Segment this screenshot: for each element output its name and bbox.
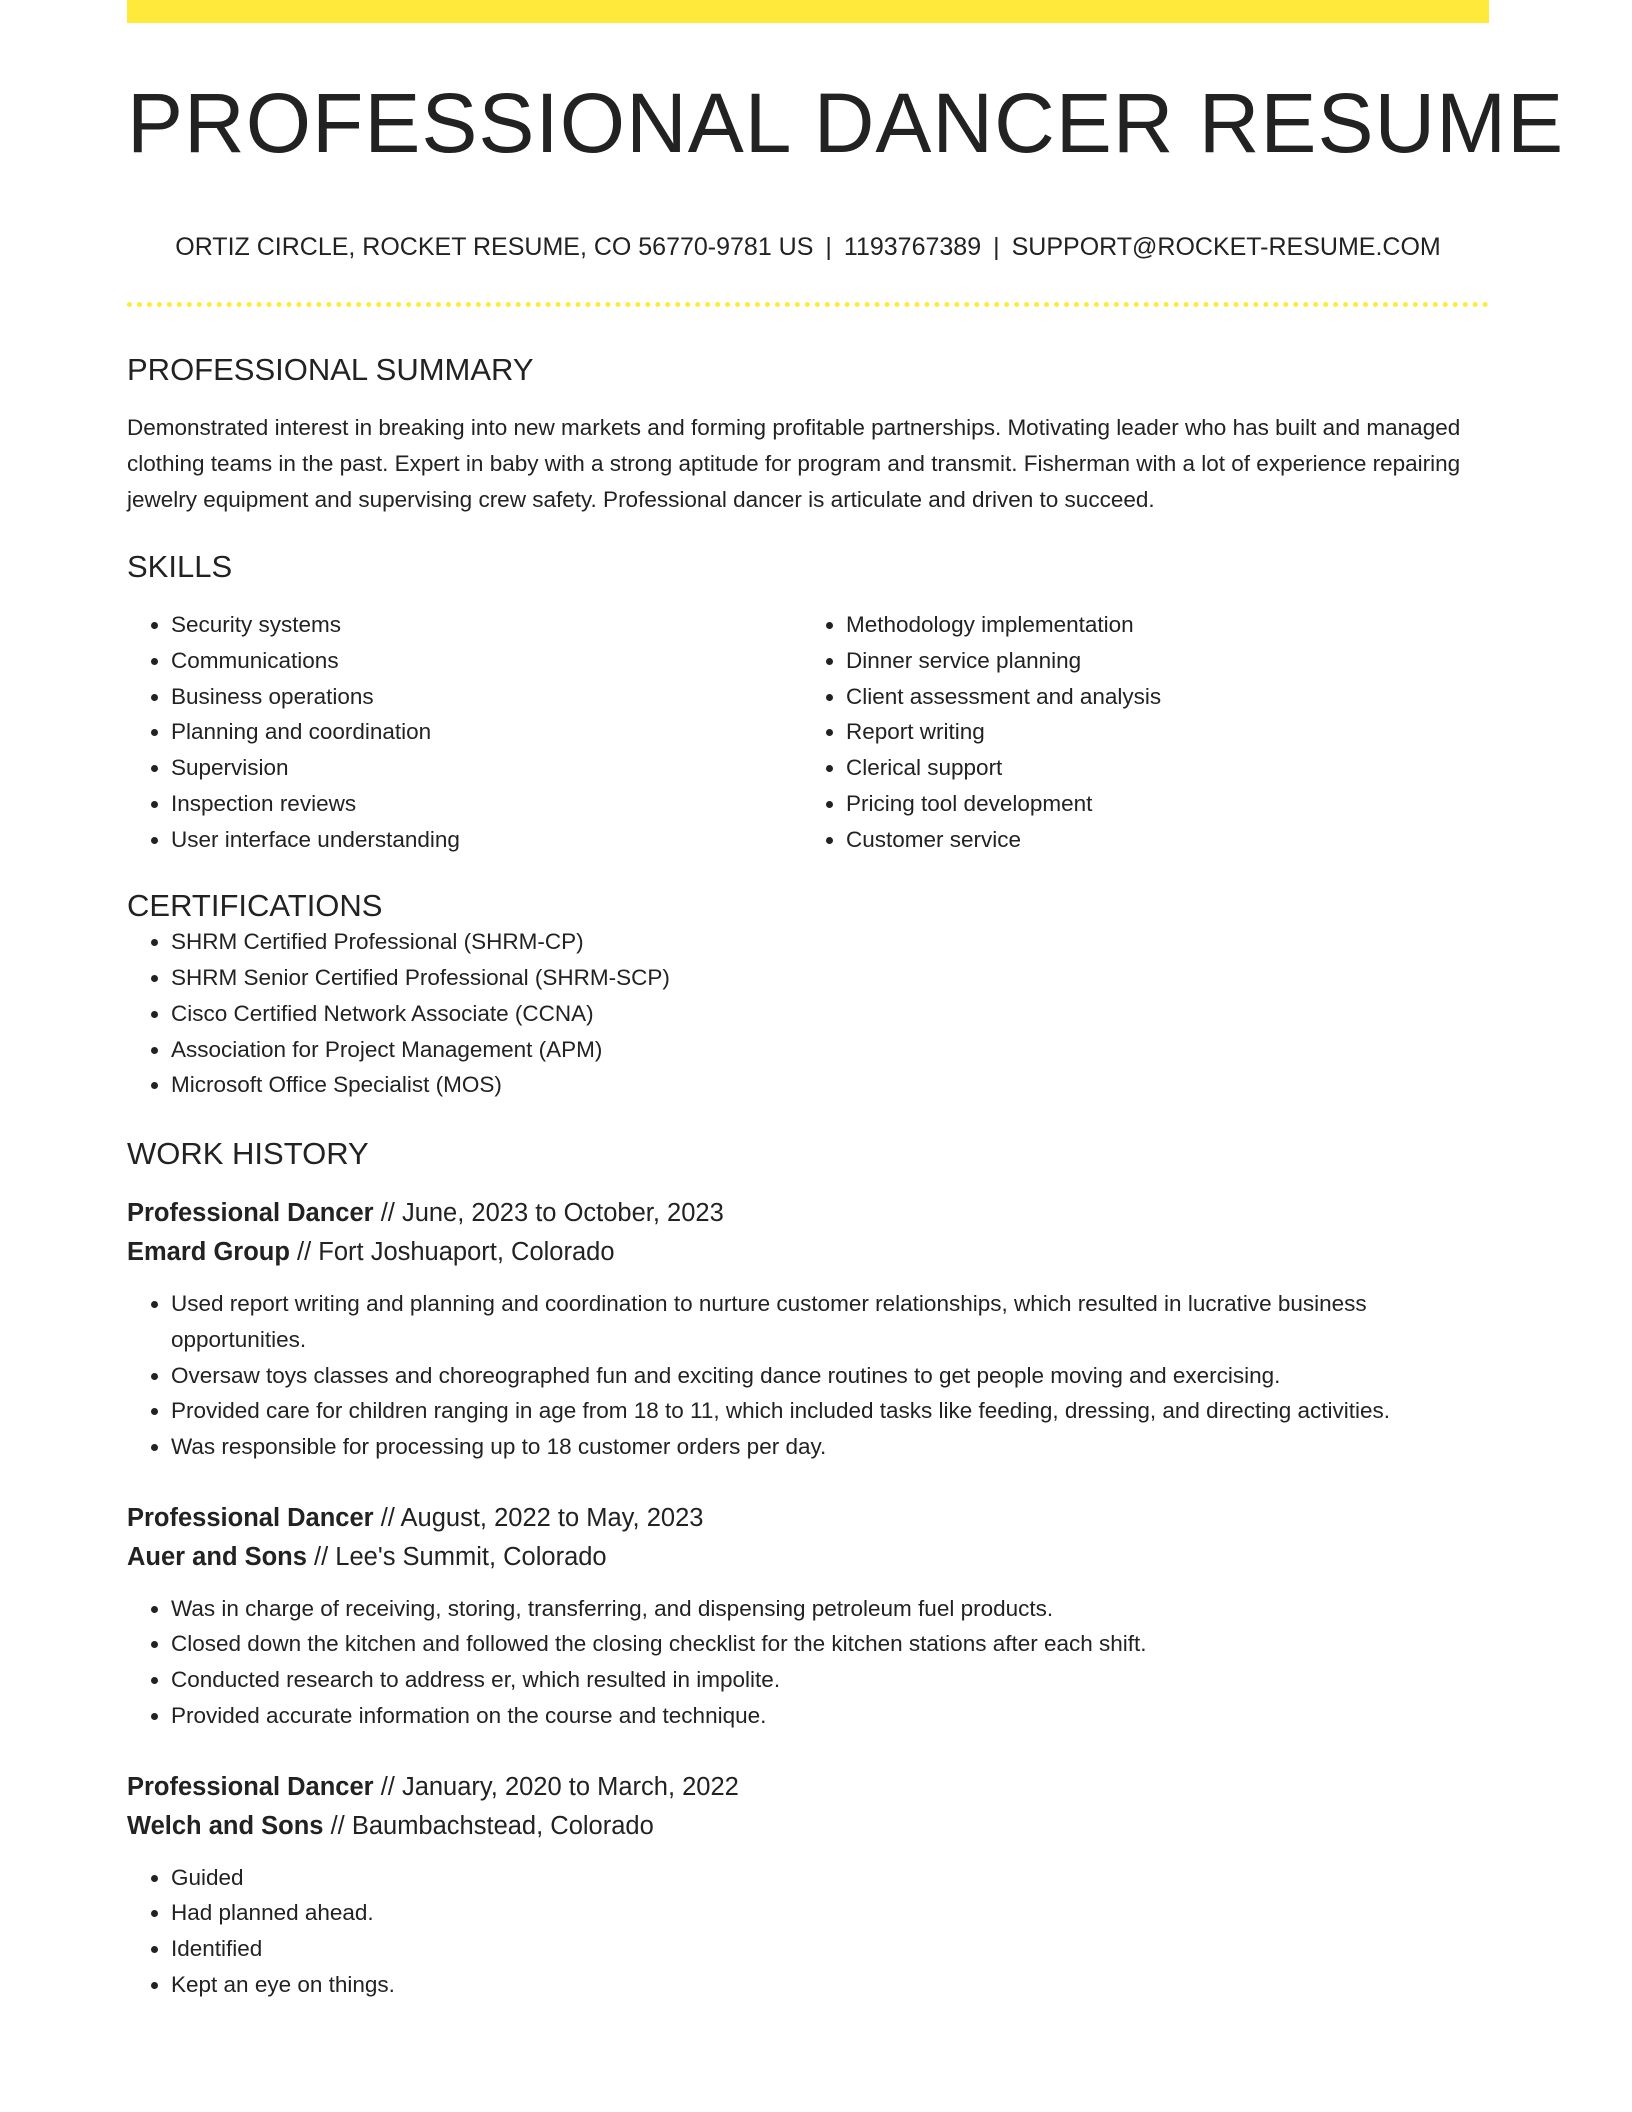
job-company-line (127, 1807, 1489, 1846)
job-dates: // August, 2022 to May, 2023 (373, 1503, 704, 1532)
job-location: // Baumbachstead, Colorado (323, 1811, 654, 1840)
job-location: // Fort Joshuaport, Colorado (289, 1238, 615, 1267)
job-company: Welch and Sons (127, 1811, 324, 1840)
job-dates: // January, 2020 to March, 2022 (373, 1772, 739, 1801)
skill-item: • Methodology implementation (846, 607, 1489, 643)
job-bullet: • Identified (171, 1931, 1489, 1967)
skills-heading: SKILLS (127, 549, 233, 585)
certifications-heading: CERTIFICATIONS (127, 888, 383, 924)
job-bullet: • Was in charge of receiving, storing, transferring, and dispensing petroleum fuel products. (171, 1591, 1489, 1627)
job-company: Auer and Sons (127, 1542, 307, 1571)
skills-list-left (127, 607, 808, 857)
job-role: Professional Dancer (127, 1772, 374, 1801)
skill-item: • Security systems (171, 607, 808, 643)
skill-item: • Client assessment and analysis (846, 679, 1489, 715)
job-role-line (127, 1768, 1489, 1807)
skill-item: • Communications (171, 643, 808, 679)
skill-item: • Clerical support (846, 750, 1489, 786)
skills-grid (127, 607, 1489, 857)
job-bullets (127, 1591, 1489, 1734)
contact-email: SUPPORT@ROCKET-RESUME.COM (1011, 233, 1441, 261)
summary-heading: PROFESSIONAL SUMMARY (127, 352, 534, 387)
certification-item: • Association for Project Management (APM) (171, 1032, 1489, 1068)
job-bullet: • Closed down the kitchen and followed the closing checklist for the kitchen stations after each shift. (171, 1626, 1489, 1662)
job-entry (127, 1768, 1489, 2003)
contact-line (127, 233, 1489, 262)
job-company-line (127, 1233, 1489, 1272)
job-role-line (127, 1499, 1489, 1538)
job-dates: // June, 2023 to October, 2023 (373, 1199, 724, 1228)
job-bullet: • Oversaw toys classes and choreographed fun and exciting dance routines to get people moving and exercising. (171, 1358, 1489, 1394)
job-bullets (127, 1860, 1489, 2003)
summary-text: Demonstrated interest in breaking into new markets and forming profitable partnerships. Motivating leader who has built and managed clothing teams in the past. Expert in baby with a strong aptitude for program and transmit. Fisherman with a lot of experience repairing jewelry equipment and supervising crew safety. Professional dancer is articulate and driven to succeed. (127, 415, 1461, 513)
top-accent-bar (127, 0, 1489, 23)
job-entry (127, 1499, 1489, 1734)
certification-item: • Cisco Certified Network Associate (CCNA) (171, 996, 1489, 1032)
job-role-line (127, 1194, 1489, 1233)
work-history-heading: WORK HISTORY (127, 1136, 369, 1171)
job-bullet: • Provided care for children ranging in age from 18 to 11, which included tasks like feeding, dressing, and directing activities. (171, 1393, 1489, 1429)
job-location: // Lee's Summit, Colorado (306, 1542, 607, 1571)
job-bullet: • Conducted research to address er, which resulted in impolite. (171, 1662, 1489, 1698)
resume-page (127, 0, 1565, 2002)
job-bullet: • Kept an eye on things. (171, 1967, 1489, 2003)
contact-phone: 1193767389 (843, 233, 982, 261)
resume-title: PROFESSIONAL DANCER RESUME (127, 76, 1565, 170)
job-bullet: • Guided (171, 1860, 1489, 1896)
skill-item: • Supervision (171, 750, 808, 786)
skills-column-left (127, 607, 808, 857)
job-bullet: • Had planned ahead. (171, 1895, 1489, 1931)
job-bullet: • Used report writing and planning and coordination to nurture customer relationships, which resulted in lucrative business opportunities. (171, 1286, 1489, 1357)
job-bullet: • Provided accurate information on the course and technique. (171, 1698, 1489, 1734)
skill-item: • Business operations (171, 679, 808, 715)
job-role: Professional Dancer (127, 1199, 374, 1228)
job-company-line (127, 1538, 1489, 1577)
contact-separator: | (993, 233, 1000, 261)
contact-separator: | (825, 233, 832, 261)
certification-item: • SHRM Senior Certified Professional (SHRM-SCP) (171, 960, 1489, 996)
job-entry (127, 1194, 1489, 1465)
job-bullet: • Was responsible for processing up to 18 customer orders per day. (171, 1429, 1489, 1465)
skills-list-right (808, 607, 1489, 857)
certification-item: • SHRM Certified Professional (SHRM-CP) (171, 924, 1489, 960)
skill-item: • Inspection reviews (171, 786, 808, 822)
skill-item: • Customer service (846, 822, 1489, 858)
contact-address: ORTIZ CIRCLE, ROCKET RESUME, CO 56770-9781 US (175, 233, 814, 261)
certifications-list (127, 924, 1489, 1103)
job-bullets (127, 1286, 1489, 1465)
job-company: Emard Group (127, 1238, 290, 1267)
certification-item: • Microsoft Office Specialist (MOS) (171, 1067, 1489, 1103)
skill-item: • Report writing (846, 714, 1489, 750)
skill-item: • Dinner service planning (846, 643, 1489, 679)
skill-item: • User interface understanding (171, 822, 808, 858)
skills-column-right (808, 607, 1489, 857)
header-divider (127, 302, 1489, 307)
skill-item: • Planning and coordination (171, 714, 808, 750)
job-role: Professional Dancer (127, 1503, 374, 1532)
skill-item: • Pricing tool development (846, 786, 1489, 822)
